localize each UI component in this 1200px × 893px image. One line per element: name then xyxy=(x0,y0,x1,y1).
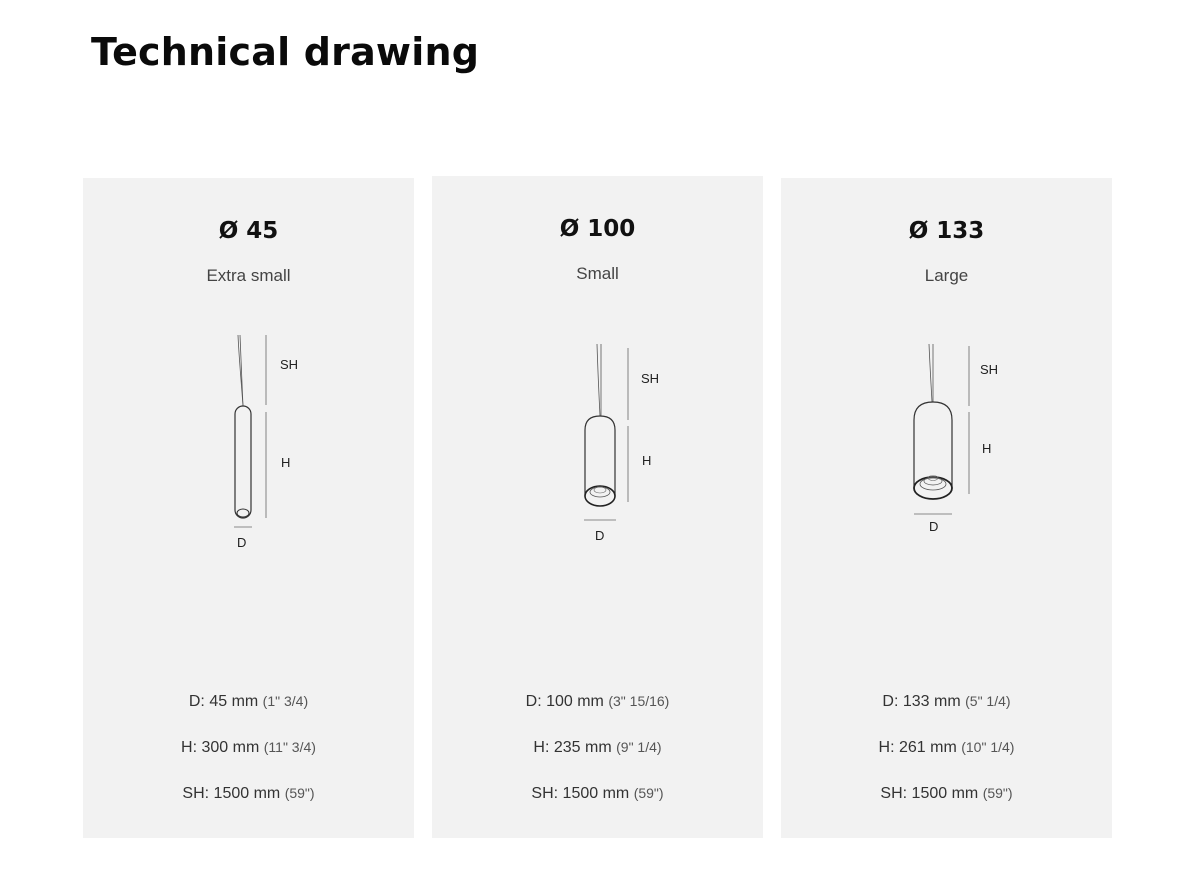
h-label: H xyxy=(281,455,291,470)
spec-height xyxy=(781,739,1112,757)
spec-imperial: (59") xyxy=(284,785,315,801)
spec-height xyxy=(83,739,414,757)
sh-label: SH xyxy=(280,357,299,372)
suspension-cable xyxy=(929,344,932,402)
spec-suspension-height xyxy=(781,785,1112,803)
spec-suspension-height xyxy=(83,785,414,803)
spec-imperial: (3" 15/16) xyxy=(608,693,670,709)
technical-drawing xyxy=(432,326,763,566)
spec-value: D: 133 mm xyxy=(882,693,961,710)
spec-value: D: 100 mm xyxy=(525,693,604,710)
size-name: Extra small xyxy=(206,266,291,285)
lamp-body xyxy=(235,406,251,518)
diameter-heading: Ø 133 xyxy=(908,218,985,244)
spec-value: H: 235 mm xyxy=(533,739,612,756)
d-label: D xyxy=(595,528,605,543)
sh-label: SH xyxy=(641,371,660,386)
spec-diameter xyxy=(781,693,1112,711)
product-card-small xyxy=(432,176,763,838)
spec-imperial: (11" 3/4) xyxy=(263,739,316,755)
diameter-heading: Ø 45 xyxy=(218,218,279,244)
d-label: D xyxy=(237,535,247,550)
h-label: H xyxy=(642,453,652,468)
lamp-aperture xyxy=(585,486,615,506)
spec-diameter xyxy=(432,693,763,711)
size-name: Large xyxy=(924,266,969,285)
spec-value: SH: 1500 mm xyxy=(880,785,979,802)
spec-imperial: (5" 1/4) xyxy=(965,693,1011,709)
page-title: Technical drawing xyxy=(91,30,480,74)
spec-suspension-height xyxy=(432,785,763,803)
spec-height xyxy=(432,739,763,757)
spec-imperial: (1" 3/4) xyxy=(262,693,309,709)
spec-value: D: 45 mm xyxy=(188,693,259,710)
spec-diameter xyxy=(83,693,414,711)
diameter-heading: Ø 100 xyxy=(559,216,636,242)
h-label: H xyxy=(982,441,992,456)
spec-imperial: (59") xyxy=(982,785,1013,801)
sh-label: SH xyxy=(980,362,999,377)
spec-value: SH: 1500 mm xyxy=(182,785,281,802)
spec-value: SH: 1500 mm xyxy=(531,785,630,802)
lamp-body xyxy=(585,416,615,496)
size-name: Small xyxy=(576,264,619,283)
spec-value: H: 300 mm xyxy=(181,739,260,756)
technical-drawing xyxy=(781,328,1112,568)
d-label: D xyxy=(929,519,939,534)
spec-imperial: (59") xyxy=(633,785,664,801)
product-card-extra-small xyxy=(83,178,414,838)
suspension-cable xyxy=(597,344,600,416)
spec-value: H: 261 mm xyxy=(878,739,957,756)
spec-imperial: (10" 1/4) xyxy=(961,739,1015,755)
lamp-body xyxy=(914,402,952,488)
technical-drawing xyxy=(83,328,414,568)
product-card-large xyxy=(781,178,1112,838)
spec-imperial: (9" 1/4) xyxy=(616,739,662,755)
